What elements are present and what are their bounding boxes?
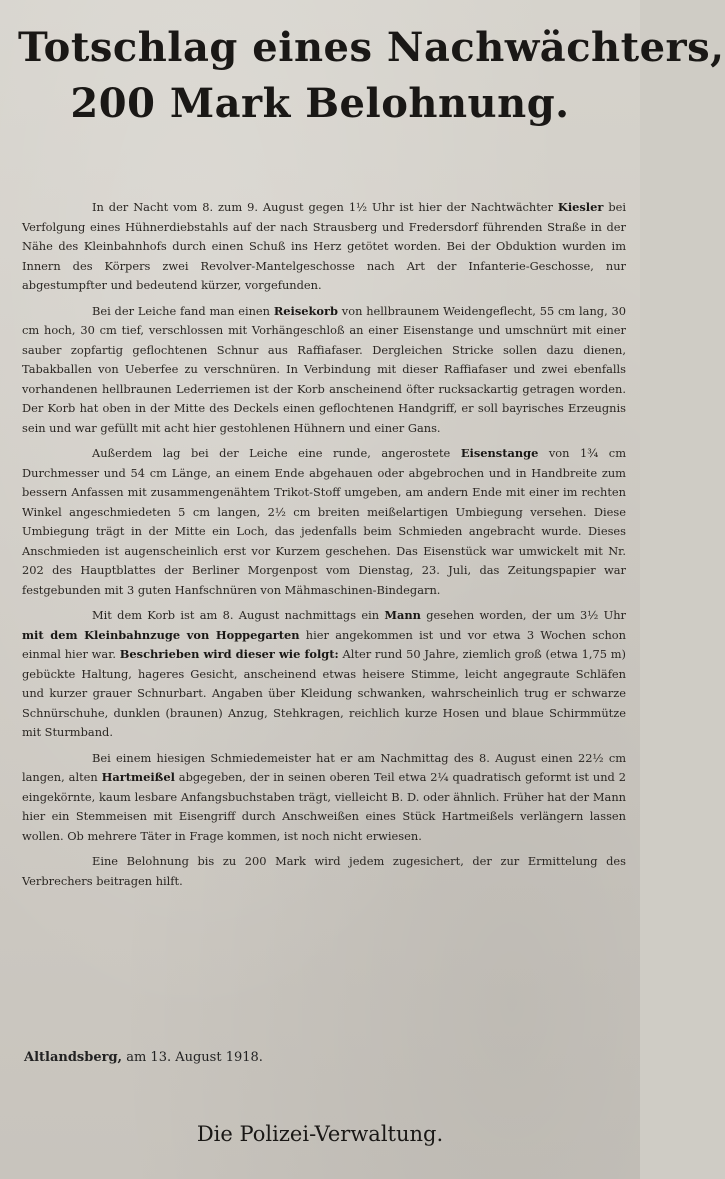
emphasis-text: Reisekorb: [273, 303, 338, 318]
paragraph-text: bei Verfolgung eines Hühnerdiebstahls auf der nach Strausberg und Fredersdorf führenden Straße in der Nähe des Kleinbahnhofs durch einen Schuß ins Herz getötet worden. Bei der Obduktion wurden im Innern des Körpers zwei Revolver-Mantelgeschosse nach Art der Infanterie-Geschosse, nur abgestumpfter und bedeutend kürzer, vorgefunden.: [22, 200, 627, 292]
paragraph-6: [22, 852, 626, 891]
emphasis-text: mit dem Kleinbahnzuge von Hoppegarten: [22, 627, 300, 642]
emphasis-text: Kiesler: [557, 200, 604, 214]
paragraph-2: [22, 302, 626, 439]
dateline-place: Altlandsberg,: [24, 1050, 123, 1065]
paragraph-text: gesehen worden, der um 3½ Uhr: [420, 608, 626, 622]
headline-line-1: Totschlag eines Nachwächters,: [18, 24, 725, 71]
emphasis-text: Beschrieben wird dieser wie folgt:: [119, 647, 339, 661]
paragraph-text: Mit dem Korb ist am 8. August nachmittags ein: [92, 608, 385, 622]
dateline-date: am 13. August 1918.: [122, 1050, 263, 1065]
paragraph-1: [22, 198, 626, 296]
paragraph-5: [22, 749, 626, 847]
signature: Die Polizei-Verwaltung.: [196, 1122, 444, 1146]
paragraph-text: Alter rund 50 Jahre, ziemlich groß (etwa 1,75 m) gebückte Haltung, hageres Gesicht, anscheinend etwas heisere Stimme, leicht angegraute Schläfen und kurzer grauer Schnurbart. Angaben über Kleidung schwanken, wahrscheinlich trug er schwarze Schnürschuhe, dunklen (braunen) Anzug, Stehkragen, reichlich kurze Hosen und blaue Schirmmütze mit Sturmband.: [22, 647, 626, 739]
emphasis-text: Mann: [384, 608, 421, 622]
emphasis-text: Hartmeißel: [101, 770, 175, 784]
paragraph-text: Eine Belohnung bis zu 200 Mark wird jedem zugesichert, der zur Ermittelung des Verbrechers beitragen hilft.: [22, 854, 626, 888]
dateline: [24, 1050, 263, 1065]
paragraph-text: Bei der Leiche fand man einen: [92, 303, 274, 318]
paragraph-text: Bei einem hiesigen Schmiedemeister hat er am Nachmittag des 8. August einen 22½ cm langen, alten: [22, 750, 626, 784]
paragraph-3: [22, 444, 626, 600]
emphasis-text: Eisenstange: [460, 446, 539, 460]
paragraph-4: [22, 606, 626, 743]
paragraph-text: abgegeben, der in seinen oberen Teil etwa 2¼ quadratisch geformt ist und 2 eingekörnte, kaum lesbare Anfangsbuchstaben trägt, vielleicht B. D. oder ähnlich. Früher hat der Mann hier ein Stemmeisen mit Eisengriff durch Anschweißen eines Stück Hartmeißels verlängern lassen wollen. Ob mehrere Täter in Frage kommen, ist noch nicht erwiesen.: [22, 770, 626, 843]
paragraph-text: Außerdem lag bei der Leiche eine runde, angerostete: [92, 446, 461, 460]
paragraph-text: hier angekommen ist und vor etwa 3 Wochen schon einmal hier war.: [22, 627, 626, 661]
notice-body: [22, 198, 626, 897]
paragraph-text: von hellbraunem Weidengeflecht, 55 cm lang, 30 cm hoch, 30 cm tief, verschlossen mit Vorhängeschloß an einer Eisenstange und umschnürt mit einer sauber zopfartig geflochtenen Schnur aus Raffiafaser. Dergleichen Stricke sollen dazu dienen, Tabakballen von Ueberfee zu verschnüren. In Verbindung mit dieser Raffiafaser und zwei ebenfalls vorhandenen hellbraunen Lederriemen ist der Korb anscheinend öfter rucksackartig getragen worden. Der Korb hat oben in der Mitte des Deckels einen geflochtenen Handgriff, er soll bayrisches Erzeugnis sein und war gefüllt mit acht hier gestohlenen Hühnern und einer Gans.: [22, 303, 626, 435]
paragraph-text: In der Nacht vom 8. zum 9. August gegen 1½ Uhr ist hier der Nachtwächter: [92, 200, 558, 214]
paragraph-text: von 1¾ cm Durchmesser und 54 cm Länge, an einem Ende abgehauen oder abgebrochen und in Handbreite zum bessern Anfassen mit zusammengenähtem Trikot-Stoff umgeben, am andern Ende mit einer im rechten Winkel angeschmiedeten 5 cm langen, 2½ cm breiten meißelartigen Umbiegung versehen. Diese Umbiegung trägt in der Mitte ein Loch, das jedenfalls beim Schmieden angebracht wurde. Dieses Anschmieden ist augenscheinlich erst vor Kurzem geschehen. Das Eisenstück war umwickelt mit Nr. 202 des Hauptblattes der Berliner Morgenpost vom Dienstag, 23. Juli, das Zeitungspapier war festgebunden mit 3 guten Hanfschnüren von Mähmaschinen-Bindegarn.: [22, 446, 626, 597]
headline-line-2: 200 Mark Belohnung.: [70, 80, 570, 127]
